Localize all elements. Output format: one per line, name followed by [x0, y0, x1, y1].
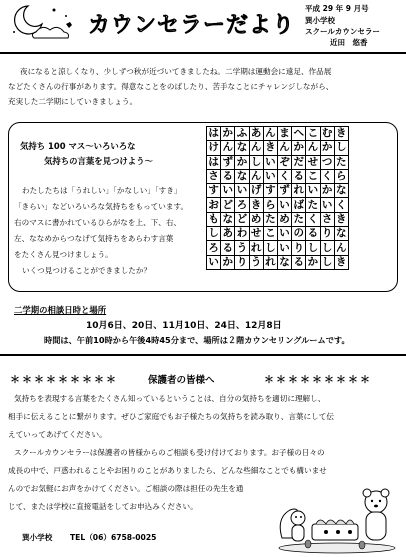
grid-cell: こ: [307, 127, 319, 140]
grid-cell: い: [208, 255, 219, 268]
footer-tel: TEL（06）6758-0025: [70, 533, 157, 542]
section-divider: [0, 354, 406, 356]
grid-cell: ん: [279, 141, 290, 154]
schedule-time-place: 時間は、午前10時から午後4時45分まで、場所は２階カウンセリングルームです。: [44, 335, 350, 345]
grid-cell: し: [250, 155, 262, 168]
grid-cell: れ: [293, 184, 304, 197]
grid-cell: お: [208, 198, 219, 211]
grid-cell: く: [336, 198, 347, 211]
grid-cell: き: [250, 198, 262, 211]
grid-cell: る: [293, 170, 304, 183]
grid-cell: く: [307, 212, 319, 225]
parents-line-4: スクールカウンセラーは保護者の皆様からのご相談も受け付けております。お子様の日々の: [14, 448, 325, 457]
grid-cell: き: [336, 212, 347, 225]
feelings-heading-1: 気持ち 100 マス～いろいろな: [20, 141, 136, 151]
grid-cell: た: [293, 212, 304, 225]
grid-cell: な: [336, 227, 347, 240]
grid-cell: せ: [307, 155, 319, 168]
grid-cell: だ: [293, 155, 304, 168]
counselor-role: スクールカウンセラー: [305, 27, 380, 36]
grid-row: [207, 227, 349, 241]
intro-line-3: 充実した二学期にしていきましょう。: [8, 97, 138, 106]
grid-cell: い: [307, 184, 319, 197]
grid-cell: し: [336, 141, 347, 154]
header-divider: [0, 52, 406, 54]
grid-cell: ど: [222, 198, 234, 211]
grid-cell: り: [293, 241, 304, 254]
animals-party-illustration: [272, 478, 402, 554]
grid-cell: く: [279, 170, 290, 183]
grid-cell: い: [236, 184, 248, 197]
grid-cell: い: [265, 155, 276, 168]
grid-cell: る: [307, 227, 319, 240]
grid-cell: れ: [265, 255, 276, 268]
intro-line-2: などたくさんの行事があります。得意なことをのばしたり、苦手なことにチャレンジしながら、: [8, 82, 334, 91]
grid-cell: ら: [336, 170, 347, 183]
parents-line-2: 相手に伝えることに繋がります。ぜひご家庭でもお子様たちの気持ちを読み取り、言葉にして伝: [8, 412, 334, 421]
grid-cell: い: [279, 227, 290, 240]
stars-right: ＊＊＊＊＊＊＊＊＊: [264, 375, 372, 386]
grid-row: [207, 198, 349, 212]
grid-row: [207, 155, 349, 169]
grid-cell: つ: [321, 155, 333, 168]
grid-cell: む: [321, 127, 333, 140]
grid-cell: る: [222, 170, 234, 183]
grid-cell: た: [336, 155, 347, 168]
grid-row: [207, 127, 349, 141]
grid-cell: き: [336, 255, 347, 268]
grid-cell: し: [208, 227, 219, 240]
grid-cell: り: [236, 255, 248, 268]
intro-line-1: 夜になると涼しくなり、少しずつ秋が近づいてきましたね。二学期は運動会に遠足、作品展: [20, 67, 332, 76]
grid-cell: れ: [250, 241, 262, 254]
grid-cell: す: [208, 184, 219, 197]
grid-cell: か: [236, 155, 248, 168]
grid-cell: る: [293, 255, 304, 268]
grid-cell: ん: [250, 170, 262, 183]
grid-cell: ど: [236, 212, 248, 225]
parents-line-6: んのでお気軽にお声をかけてください。ご相談の際は担任の先生を通: [8, 484, 244, 493]
grid-cell: あ: [222, 227, 234, 240]
grid-cell: さ: [208, 170, 219, 183]
grid-cell: い: [265, 170, 276, 183]
grid-cell: し: [265, 241, 276, 254]
grid-cell: ろ: [208, 241, 219, 254]
grid-cell: か: [293, 141, 304, 154]
feelings-text-2: 「きらい」などいろいろな気持ちをもっています。: [14, 202, 189, 211]
grid-cell: か: [307, 255, 319, 268]
parents-line-5: 成長の中で、戸惑われることやお困りのことがありましたら、どんな些細なことでも構いませ: [8, 466, 327, 475]
moon-night-illustration: [6, 2, 88, 42]
grid-row: [207, 255, 349, 269]
feelings-text-3: 右のマスに書かれているひらがなを上、下、右、: [14, 218, 182, 227]
newsletter-title: カウンセラーだより: [88, 13, 296, 38]
grid-row: [207, 184, 349, 198]
grid-cell: わ: [236, 227, 248, 240]
grid-cell: ず: [279, 184, 290, 197]
grid-cell: め: [250, 212, 262, 225]
grid-cell: ん: [336, 241, 347, 254]
feelings-text-4: 左、ななめからつなげて気持ちをあらわす言葉: [14, 234, 174, 243]
grid-row: [207, 212, 349, 226]
grid-cell: ま: [279, 127, 290, 140]
grid-cell: る: [222, 241, 234, 254]
parents-line-1: 気持ちを表現する言葉をたくさん知っているということは、自分の気持ちを適切に理解し、: [14, 394, 326, 403]
grid-cell: ぞ: [279, 155, 290, 168]
grid-cell: し: [321, 241, 333, 254]
grid-cell: せ: [250, 227, 262, 240]
parents-heading: 保護者の皆様へ: [148, 375, 215, 386]
grid-cell: か: [222, 255, 234, 268]
grid-cell: り: [321, 227, 333, 240]
issue-date: 平成 29 年 9 月号: [305, 4, 369, 13]
grid-row: [207, 141, 349, 155]
grid-cell: ふ: [236, 127, 248, 140]
grid-cell: か: [321, 141, 333, 154]
parents-line-3: えていってあげてください。: [8, 430, 107, 439]
grid-cell: へ: [293, 127, 304, 140]
grid-cell: な: [236, 170, 248, 183]
school-name: 巽小学校: [305, 16, 335, 25]
grid-cell: な: [279, 255, 290, 268]
grid-cell: も: [208, 212, 219, 225]
grid-row: [207, 241, 349, 255]
feelings-text-1: わたしたちは「うれしい」「かなしい」「すき」: [22, 186, 182, 195]
grid-cell: ば: [293, 198, 304, 211]
grid-cell: は: [208, 155, 219, 168]
grid-cell: ん: [307, 141, 319, 154]
grid-cell: け: [208, 141, 219, 154]
grid-cell: こ: [307, 170, 319, 183]
grid-cell: ら: [265, 198, 276, 211]
grid-cell: か: [321, 184, 333, 197]
grid-cell: た: [265, 212, 276, 225]
grid-cell: め: [279, 212, 290, 225]
grid-cell: ろ: [236, 198, 248, 211]
grid-cell: う: [236, 241, 248, 254]
grid-cell: い: [222, 184, 234, 197]
grid-cell: か: [222, 127, 234, 140]
grid-cell: ん: [265, 127, 276, 140]
grid-cell: な: [336, 184, 347, 197]
grid-cell: た: [307, 198, 319, 211]
grid-cell: あ: [250, 127, 262, 140]
feelings-heading-2: 気持ちの言葉を見つけよう～: [44, 156, 153, 166]
grid-cell: げ: [250, 184, 262, 197]
schedule-heading: 二学期の相談日時と場所: [14, 305, 107, 315]
grid-cell: い: [279, 241, 290, 254]
grid-cell: ん: [250, 141, 262, 154]
grid-cell: な: [236, 141, 248, 154]
footer-school: 巽小学校: [22, 533, 53, 542]
grid-cell: こ: [265, 227, 276, 240]
grid-cell: き: [265, 141, 276, 154]
feelings-text-6: いくつ見つけることができましたか？: [22, 266, 152, 275]
grid-cell: な: [222, 212, 234, 225]
grid-cell: し: [321, 255, 333, 268]
stars-left: ＊＊＊＊＊＊＊＊＊: [10, 375, 118, 386]
feelings-text-5: をたくさん見つけましょう。: [14, 250, 113, 259]
schedule-dates: 10月6日、20日、11月10日、24日、12月8日: [86, 321, 282, 331]
word-search-grid: [206, 126, 349, 270]
grid-cell: く: [321, 170, 333, 183]
grid-cell: き: [336, 127, 347, 140]
grid-cell: う: [250, 255, 262, 268]
counselor-name: 近田 悠香: [330, 38, 368, 47]
grid-cell: ん: [222, 141, 234, 154]
grid-cell: は: [208, 127, 219, 140]
grid-cell: さ: [321, 212, 333, 225]
parents-line-7: じて、または学校に直接電話をしてお申込みください。: [8, 502, 198, 511]
grid-cell: い: [321, 198, 333, 211]
grid-row: [207, 169, 349, 183]
grid-cell: し: [307, 241, 319, 254]
grid-cell: す: [265, 184, 276, 197]
grid-cell: の: [293, 227, 304, 240]
grid-cell: い: [279, 198, 290, 211]
grid-cell: ず: [222, 155, 234, 168]
